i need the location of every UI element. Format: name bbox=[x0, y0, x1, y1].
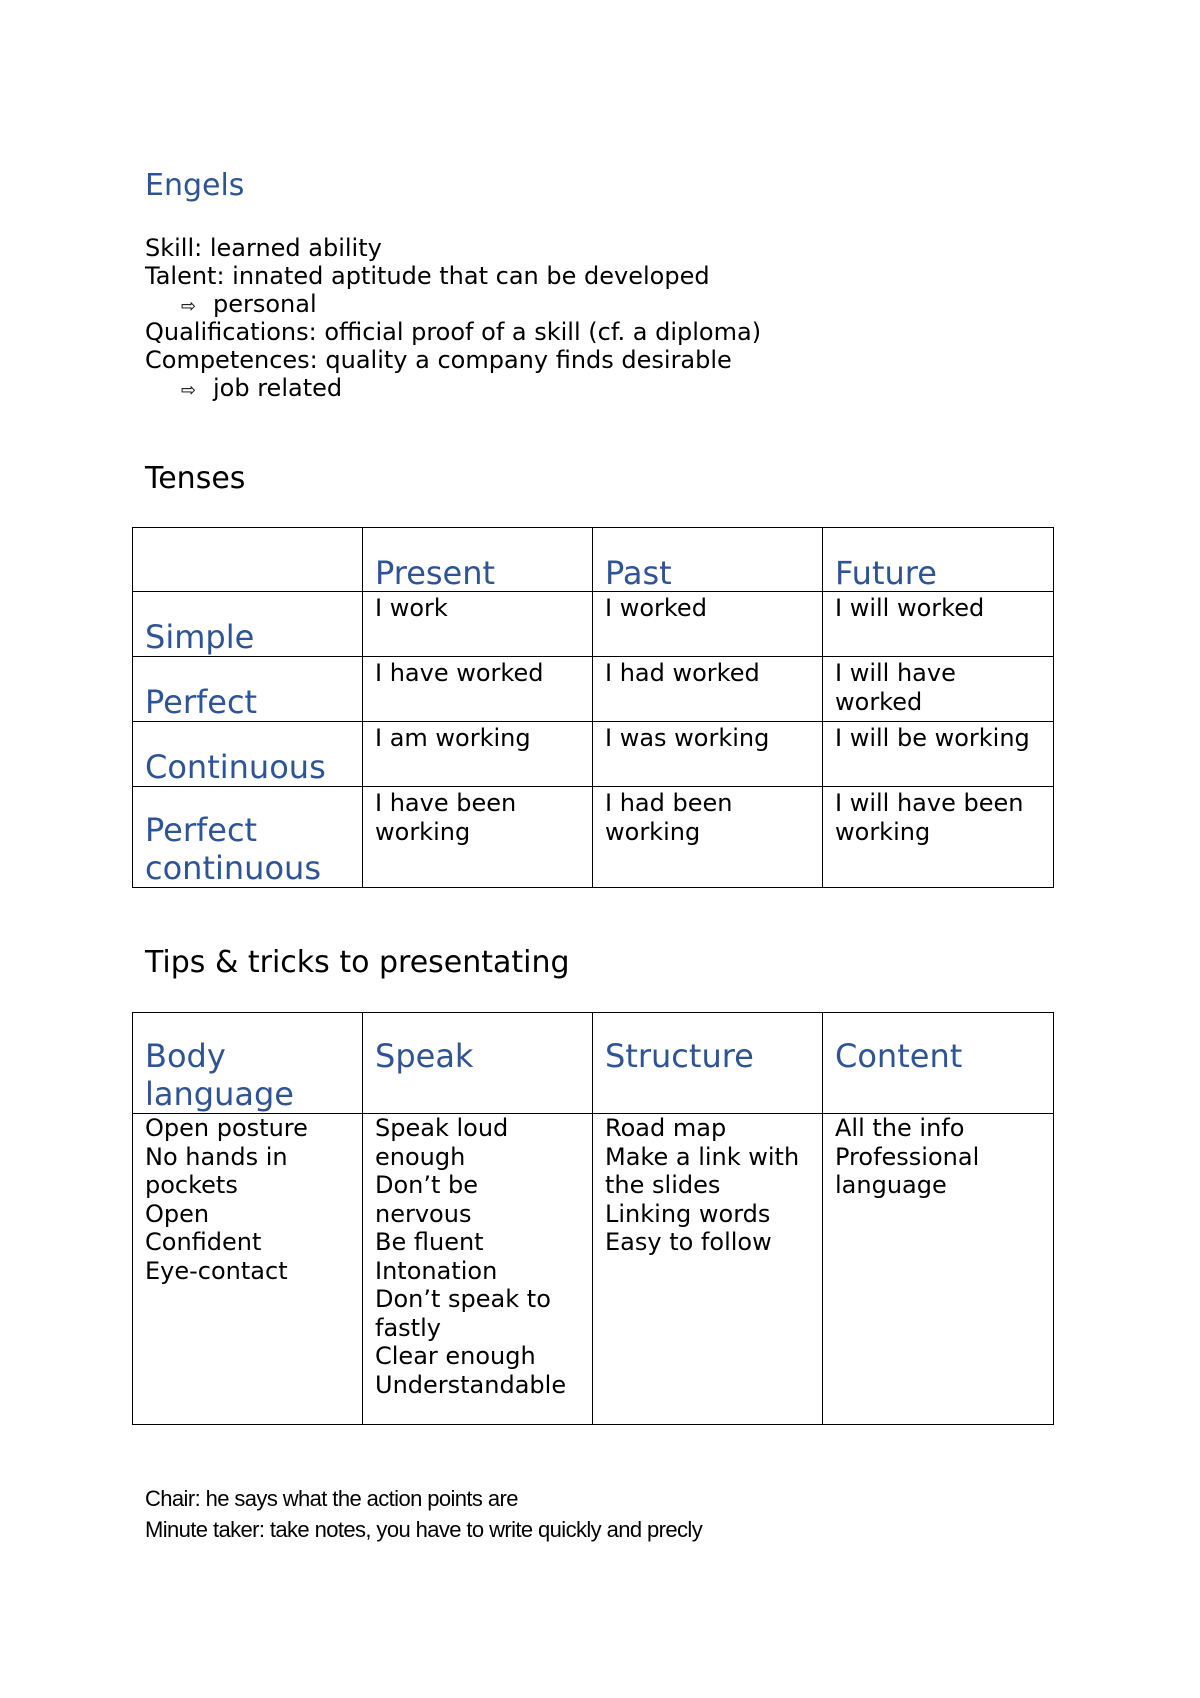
row-label: Perfect bbox=[133, 657, 363, 722]
tenses-table bbox=[132, 527, 1054, 888]
column-header: Body language bbox=[133, 1013, 363, 1114]
list-item: No hands in bbox=[145, 1142, 288, 1171]
list-item: Clear enough bbox=[375, 1342, 536, 1370]
table-row bbox=[133, 722, 1054, 787]
definition-line bbox=[145, 262, 761, 290]
definition-text: job related bbox=[213, 374, 343, 402]
list-item: Easy to follow bbox=[605, 1228, 772, 1256]
list-item: Road map bbox=[605, 1114, 727, 1142]
definition-subline bbox=[145, 290, 761, 318]
notes bbox=[145, 1483, 702, 1545]
definition-line bbox=[145, 318, 761, 346]
arrow-right-icon: ⇨ bbox=[181, 296, 197, 317]
table-cell: I will have been working bbox=[823, 787, 1054, 888]
table-cell: I will be working bbox=[823, 722, 1054, 787]
list-item: the slides bbox=[605, 1171, 721, 1199]
list-item: nervous bbox=[375, 1199, 472, 1228]
page-title: Engels bbox=[145, 168, 245, 203]
list-item: Make a link with bbox=[605, 1142, 800, 1171]
list-item: pockets bbox=[145, 1171, 238, 1199]
list-item: All the info bbox=[835, 1114, 965, 1142]
definition-text: Qualifications: official proof of a skill (cf. a diploma) bbox=[145, 318, 762, 346]
table-row bbox=[133, 657, 1054, 722]
tips-heading: Tips & tricks to presentating bbox=[145, 945, 570, 980]
list-item: Open posture bbox=[145, 1114, 308, 1142]
table-row bbox=[133, 592, 1054, 657]
table-header-row bbox=[133, 528, 1054, 592]
tips-cell bbox=[133, 1114, 363, 1425]
table-cell: I will worked bbox=[823, 592, 1054, 657]
table-cell: I work bbox=[363, 592, 593, 657]
list-item: fastly bbox=[375, 1313, 441, 1342]
table-cell: I have been working bbox=[363, 787, 593, 888]
list-item: Intonation bbox=[375, 1256, 498, 1285]
table-cell: I had worked bbox=[593, 657, 823, 722]
row-label: Continuous bbox=[133, 722, 363, 787]
table-row bbox=[133, 1114, 1054, 1425]
column-header: Future bbox=[835, 554, 937, 592]
definitions-list bbox=[145, 234, 761, 402]
column-header-cell bbox=[823, 528, 1054, 592]
list-item: Understandable bbox=[375, 1370, 567, 1399]
table-cell: I had been working bbox=[593, 787, 823, 888]
list-item: Be fluent bbox=[375, 1228, 484, 1256]
list-item: Don’t be bbox=[375, 1171, 479, 1199]
note-line: Minute taker: take notes, you have to write quickly and precly bbox=[145, 1517, 703, 1542]
tips-table bbox=[132, 1012, 1054, 1425]
column-header: Speak bbox=[363, 1013, 593, 1114]
definition-subline bbox=[145, 374, 761, 402]
definition-line bbox=[145, 234, 761, 262]
list-item: Linking words bbox=[605, 1199, 771, 1228]
definition-text: Competences: quality a company finds desirable bbox=[145, 346, 732, 374]
definition-line bbox=[145, 346, 761, 374]
table-cell: I am working bbox=[363, 722, 593, 787]
table-cell: I worked bbox=[593, 592, 823, 657]
table-row bbox=[133, 787, 1054, 888]
table-cell: I was working bbox=[593, 722, 823, 787]
tenses-heading: Tenses bbox=[145, 461, 246, 496]
list-item: Open bbox=[145, 1199, 210, 1228]
column-header-cell bbox=[363, 528, 593, 592]
column-header-cell bbox=[593, 528, 823, 592]
list-item: Professional bbox=[835, 1142, 980, 1171]
list-item: Don’t speak to bbox=[375, 1285, 551, 1313]
list-item: enough bbox=[375, 1142, 466, 1171]
row-label: Perfect continuous bbox=[133, 787, 363, 888]
tips-cell bbox=[363, 1114, 593, 1425]
corner-cell bbox=[133, 528, 363, 592]
column-header: Past bbox=[605, 554, 672, 592]
table-cell: I will have worked bbox=[823, 657, 1054, 722]
definition-text: Skill: learned ability bbox=[145, 234, 382, 262]
list-item: Confident bbox=[145, 1228, 262, 1256]
note-line: Chair: he says what the action points are bbox=[145, 1486, 518, 1511]
definition-text: personal bbox=[213, 290, 317, 318]
list-item: Eye-contact bbox=[145, 1256, 288, 1285]
tips-cell bbox=[823, 1114, 1054, 1425]
arrow-right-icon: ⇨ bbox=[181, 380, 197, 401]
list-item: language bbox=[835, 1171, 947, 1199]
column-header: Structure bbox=[593, 1013, 823, 1114]
column-header: Present bbox=[375, 554, 496, 592]
table-header-row bbox=[133, 1013, 1054, 1114]
row-label: Simple bbox=[133, 592, 363, 657]
table-cell: I have worked bbox=[363, 657, 593, 722]
list-item: Speak loud bbox=[375, 1114, 509, 1142]
column-header: Content bbox=[823, 1013, 1054, 1114]
definition-text: Talent: innated aptitude that can be developed bbox=[145, 262, 710, 290]
tips-cell bbox=[593, 1114, 823, 1425]
